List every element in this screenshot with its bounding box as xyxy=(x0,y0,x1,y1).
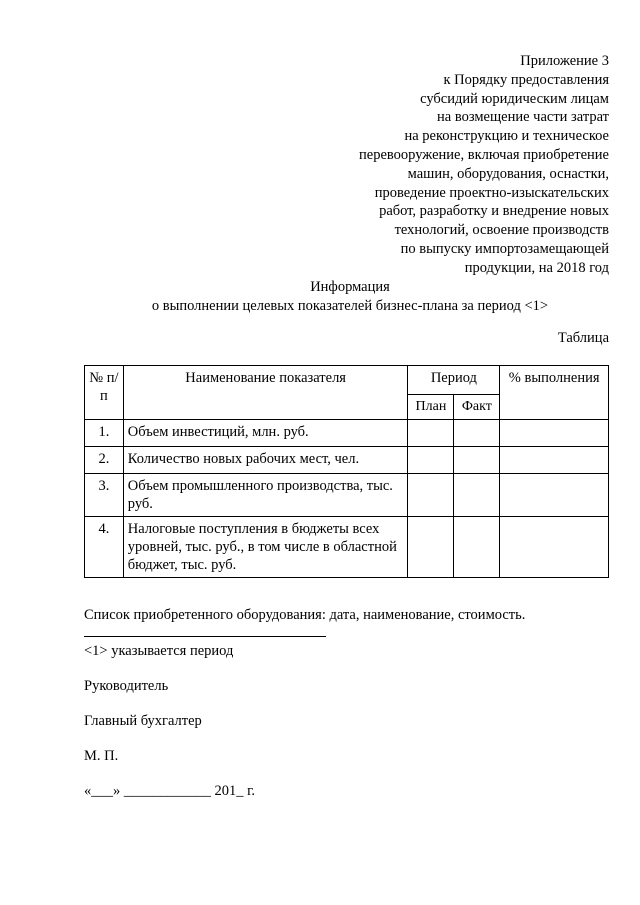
header-fact: Факт xyxy=(454,395,500,420)
header-percent: % выполнения xyxy=(500,366,609,420)
row-plan xyxy=(408,447,454,474)
appendix-line: на возмещение части затрат xyxy=(437,109,609,126)
row-name: Количество новых рабочих мест, чел. xyxy=(123,447,408,474)
row-plan xyxy=(408,474,454,517)
appendix-line: работ, разработку и внедрение новых xyxy=(379,203,609,220)
table-caption: Таблица xyxy=(557,330,609,346)
row-percent xyxy=(500,517,609,578)
appendix-line: к Порядку предоставления xyxy=(443,71,609,88)
row-fact xyxy=(454,447,500,474)
appendix-line: Приложение 3 xyxy=(520,53,609,69)
row-name: Объем промышленного производства, тыс. руб. xyxy=(123,474,408,517)
row-num: 1. xyxy=(85,420,124,447)
row-num: 2. xyxy=(85,447,124,474)
document-title: Информация xyxy=(310,279,390,295)
header-num: № п/п xyxy=(85,366,124,420)
appendix-line: на реконструкцию и техническое xyxy=(404,128,609,145)
equipment-list-text: Список приобретенного оборудования: дата, наименование, стоимость. xyxy=(84,607,526,623)
row-num: 3. xyxy=(85,474,124,517)
appendix-line: субсидий юридическим лицам xyxy=(420,90,609,107)
table-row xyxy=(85,420,609,447)
appendix-line: проведение проектно-изыскательских xyxy=(374,184,609,201)
row-plan xyxy=(408,420,454,447)
row-fact xyxy=(454,420,500,447)
appendix-line: продукции, на 2018 год xyxy=(464,259,609,276)
signature-head: Руководитель xyxy=(84,678,169,694)
row-name: Налоговые поступления в бюджеты всех уровней, тыс. руб., в том числе в областной бюджет, тыс. руб. xyxy=(123,517,408,578)
document-heading xyxy=(0,278,640,316)
signature-accountant: Главный бухгалтер xyxy=(84,713,202,729)
footnote-text: <1> указывается период xyxy=(84,643,234,659)
row-fact xyxy=(454,474,500,517)
row-percent xyxy=(500,420,609,447)
appendix-line: машин, оборудования, оснастки, xyxy=(407,165,609,182)
row-num: 4. xyxy=(85,517,124,578)
appendix-block xyxy=(279,52,609,278)
row-fact xyxy=(454,517,500,578)
footnote-divider xyxy=(84,636,326,637)
table-row xyxy=(85,474,609,517)
document-subtitle: о выполнении целевых показателей бизнес-плана за период <1> xyxy=(151,298,549,314)
table-row xyxy=(85,447,609,474)
appendix-line: перевооружение, включая приобретение xyxy=(359,146,609,163)
header-name: Наименование показателя xyxy=(123,366,408,420)
appendix-line: по выпуску импортозамещающей xyxy=(400,240,609,257)
seal-mark: М. П. xyxy=(84,748,119,764)
row-percent xyxy=(500,447,609,474)
table-row xyxy=(85,517,609,578)
row-plan xyxy=(408,517,454,578)
indicators-table xyxy=(84,365,609,578)
appendix-line: технологий, освоение производств xyxy=(394,222,609,239)
row-percent xyxy=(500,474,609,517)
header-plan: План xyxy=(408,395,454,420)
row-name: Объем инвестиций, млн. руб. xyxy=(123,420,408,447)
table-header-row xyxy=(85,366,609,395)
date-line: «___» ____________ 201_ г. xyxy=(84,783,256,799)
header-period: Период xyxy=(408,366,500,395)
